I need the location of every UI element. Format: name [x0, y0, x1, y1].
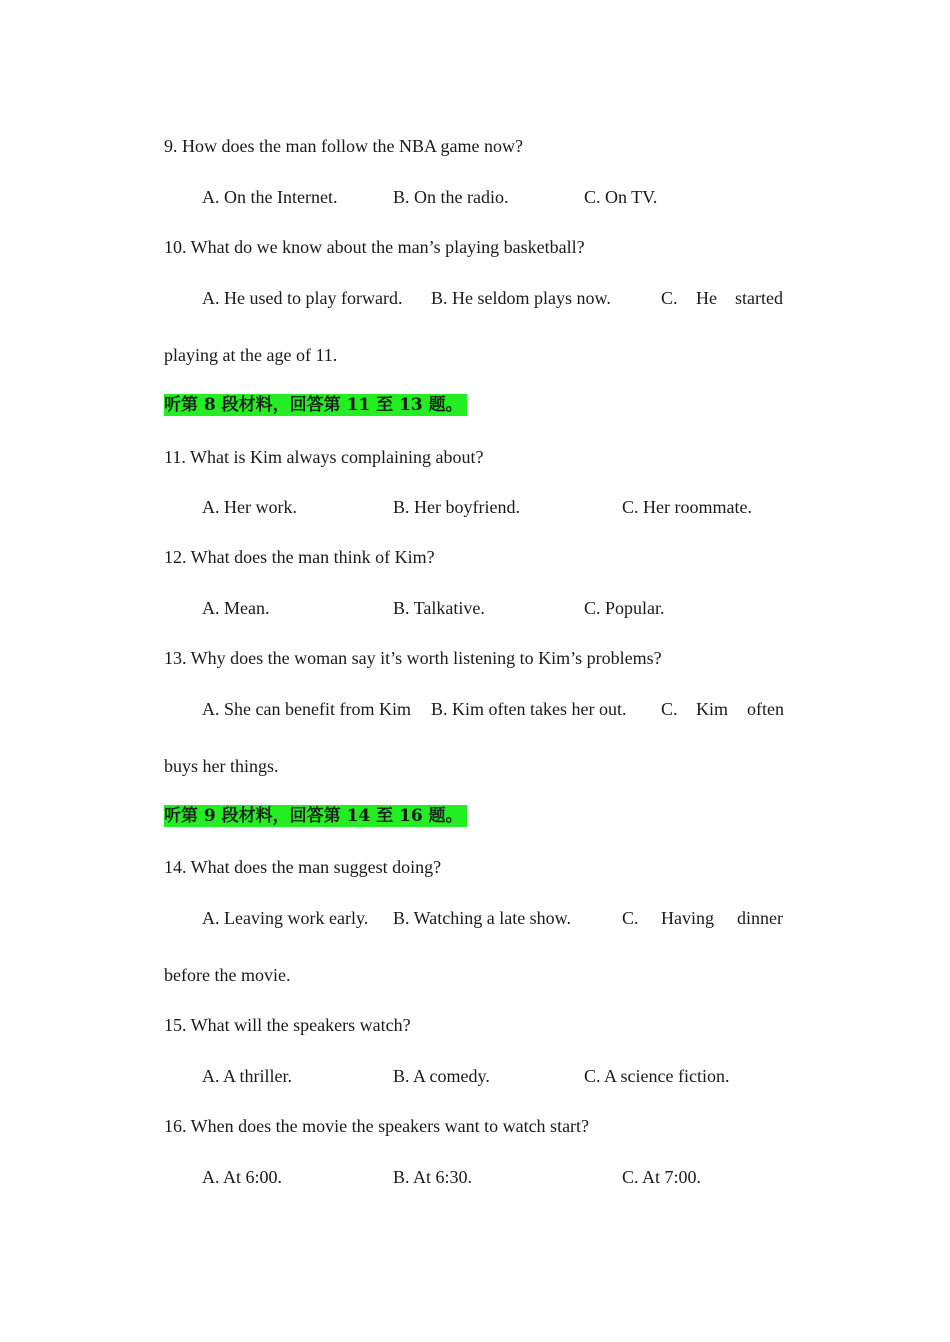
q13-option-c-word2: often [747, 699, 784, 719]
q10-option-b: B. He seldom plays now. [431, 288, 611, 308]
q14-option-b: B. Watching a late show. [393, 908, 572, 928]
q13-option-c-label: C. [661, 699, 678, 719]
question-11: 11. What is Kim always complaining about? [164, 447, 484, 467]
question-16: 16. When does the movie the speakers want to watch start? [164, 1116, 590, 1136]
q9-option-b: B. On the radio. [393, 187, 509, 207]
question-9: 9. How does the man follow the NBA game now? [164, 136, 523, 156]
section-9-header: 听第 9 段材料，回答第 14 至 16 题。 [164, 805, 467, 827]
q10-option-c-label: C. [661, 288, 678, 308]
question-14: 14. What does the man suggest doing? [164, 857, 442, 877]
question-13: 13. Why does the woman say it’s worth listening to Kim’s problems? [164, 648, 662, 668]
q11-option-a: A. Her work. [202, 497, 297, 517]
q15-option-c: C. A science fiction. [584, 1066, 730, 1086]
question-12: 12. What does the man think of Kim? [164, 547, 435, 567]
q10-option-c-word1: He [696, 288, 717, 308]
q10-option-a: A. He used to play forward. [202, 288, 403, 308]
q12-option-c: C. Popular. [584, 598, 665, 618]
q10-option-c-continuation: playing at the age of 11. [164, 345, 338, 365]
q14-option-c-continuation: before the movie. [164, 965, 291, 985]
q11-option-b: B. Her boyfriend. [393, 497, 520, 517]
q10-option-c-word2: started [735, 288, 783, 308]
q16-option-a: A. At 6:00. [202, 1167, 283, 1187]
q12-option-a: A. Mean. [202, 598, 270, 618]
question-10: 10. What do we know about the man’s playing basketball? [164, 237, 585, 257]
q13-option-c-continuation: buys her things. [164, 756, 279, 776]
question-15: 15. What will the speakers watch? [164, 1015, 411, 1035]
q16-option-c: C. At 7:00. [622, 1167, 702, 1187]
q14-option-c-word2: dinner [737, 908, 783, 928]
q15-option-a: A. A thriller. [202, 1066, 292, 1086]
q12-option-b: B. Talkative. [393, 598, 485, 618]
q14-option-c-word1: Having [661, 908, 714, 928]
q15-option-b: B. A comedy. [393, 1066, 490, 1086]
q16-option-b: B. At 6:30. [393, 1167, 473, 1187]
q14-option-c-label: C. [622, 908, 639, 928]
q13-option-c-word1: Kim [696, 699, 729, 719]
q13-option-a: A. She can benefit from Kim [202, 699, 411, 719]
section-8-header: 听第 8 段材料，回答第 11 至 13 题。 [164, 394, 467, 416]
q9-option-c: C. On TV. [584, 187, 658, 207]
q11-option-c: C. Her roommate. [622, 497, 752, 517]
q14-option-a: A. Leaving work early. [202, 908, 369, 928]
q9-option-a: A. On the Internet. [202, 187, 338, 207]
q13-option-b: B. Kim often takes her out. [431, 699, 627, 719]
